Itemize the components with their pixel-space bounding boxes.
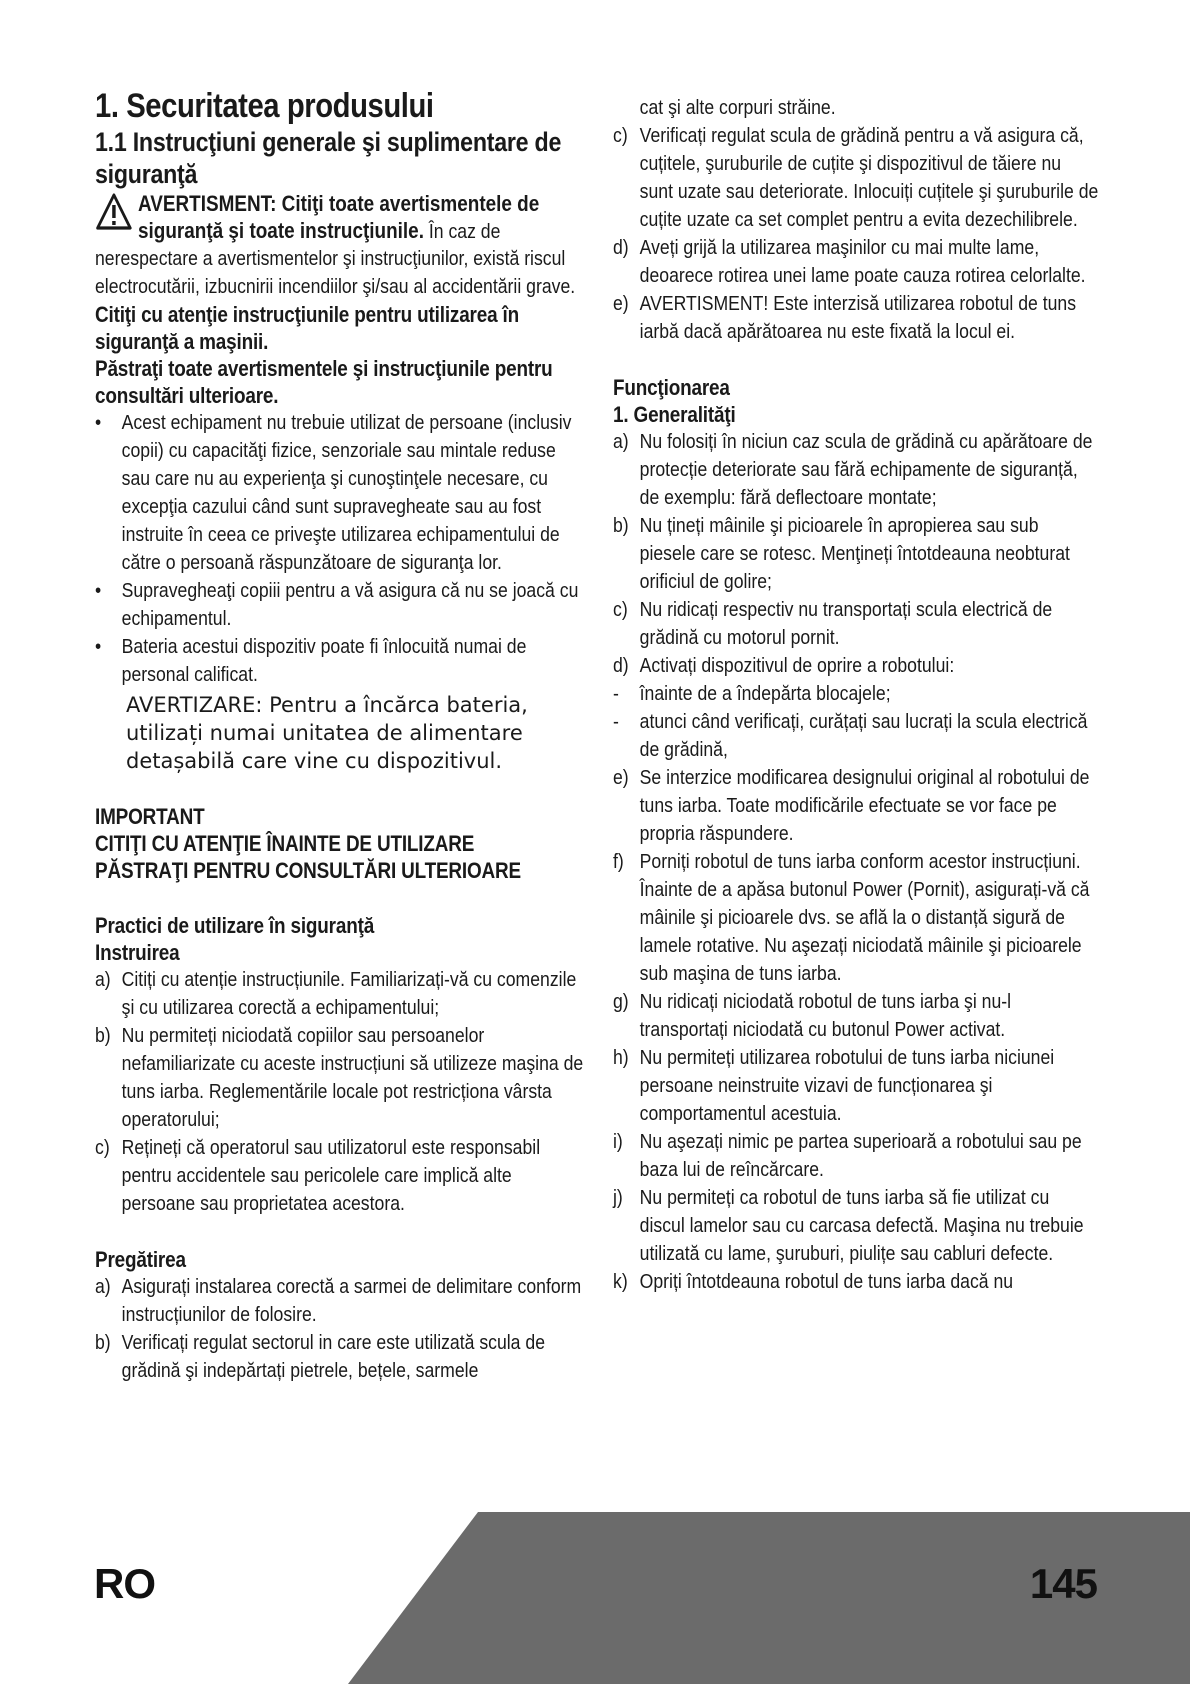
preparation-list-continued: [613, 122, 1099, 346]
warning-bold-text: AVERTISMENT: Citiţi toate avertismentele de siguranţă şi toate instrucţiunile.: [138, 191, 540, 243]
item-marker: e): [613, 292, 629, 315]
warning-tail-text: În caz de: [423, 220, 501, 243]
battery-warning: AVERTIZARE: Pentru a încărca bateria, utilizați numai unitatea de alimentare detașabilă care vine cu dispozitivul.: [126, 693, 528, 773]
list-item: [95, 633, 584, 689]
item-text: Nu permiteți utilizarea robotului de tuns iarba niciunei persoane neinstruite vizavi de funcționarea şi comportamentul acestuia.: [639, 1046, 1055, 1125]
item-marker: i): [613, 1130, 623, 1153]
item-text: Nu ridicați niciodată robotul de tuns iarba şi nu-l transportați niciodată cu butonul Power activat.: [639, 990, 1012, 1041]
list-item: [95, 409, 584, 577]
list-item: [613, 290, 1099, 346]
item-marker: d): [613, 654, 629, 677]
item-marker: d): [613, 236, 629, 259]
item-text: Nu aşezați nimic pe partea superioară a robotului sau pe baza lui de reîncărcare.: [639, 1130, 1082, 1181]
bullet-marker: •: [95, 579, 102, 602]
item-text: înainte de a îndepărta blocajele;: [639, 682, 891, 705]
item-text: Nu permiteți ca robotul de tuns iarba să fie utilizat cu discul lamelor sau cu carcasa defectă. Maşina nu trebuie utilizată cu lame, şuruburi, piulițe sau cabluri defecte.: [639, 1186, 1084, 1265]
item-marker: a): [95, 1275, 111, 1298]
list-item: [95, 1329, 584, 1385]
right-column-text: [613, 94, 1099, 1296]
list-item: [613, 122, 1099, 234]
continued-text: cat şi alte corpuri străine.: [639, 96, 836, 119]
important-keep-heading: PĂSTRAŢI PENTRU CONSULTĂRI ULTERIOARE: [95, 858, 521, 883]
list-item: [95, 577, 584, 633]
operation-list: [613, 428, 1099, 1296]
page-number: 145: [1029, 1560, 1097, 1607]
operation-heading: Funcţionarea: [613, 375, 730, 400]
list-item: [613, 680, 1099, 708]
item-text: Asigurați instalarea corectă a sarmei de delimitare conform instrucțiunilor de folosire.: [121, 1275, 582, 1326]
footer-band: [0, 1512, 1190, 1684]
item-marker: f): [613, 850, 624, 873]
safety-bullet-list: [95, 409, 584, 689]
item-marker: c): [613, 124, 628, 147]
item-text: Nu permiteți niciodată copiilor sau persoanelor nefamiliarizate cu aceste instrucțiuni să utilizeze maşina de tuns iarba. Reglementările locale pot restricționa vârsta operatorului;: [121, 1024, 584, 1131]
list-item: [95, 1022, 584, 1134]
language-code: RO: [94, 1560, 155, 1607]
item-text: atunci când verificați, curățați sau lucrați la scula electrică de grădină,: [639, 710, 1088, 761]
warning-text: [138, 190, 584, 245]
list-item: [613, 512, 1099, 596]
list-item: [613, 652, 1099, 680]
left-column: [95, 86, 585, 1385]
read-carefully-heading: Citiţi cu atenţie instrucţiunile pentru utilizarea în siguranţă a maşinii.: [95, 302, 519, 354]
keep-all-heading: Păstraţi toate avertismentele şi instrucţiunile pentru consultări ulterioare.: [95, 356, 553, 408]
item-text: Verificați regulat sectorul in care este utilizată scula de grădină şi indepărtați pietrele, bețele, sarmele: [121, 1331, 546, 1382]
warning-block: [95, 190, 584, 245]
item-text: Aveți grijă la utilizarea maşinilor cu mai multe lame, deoarece rotirea unei lame poate cauza rotirea celorlalte.: [639, 236, 1086, 287]
item-marker: h): [613, 1046, 629, 1069]
bullet-marker: •: [95, 411, 102, 434]
item-text: Verificați regulat scula de grădină pentru a vă asigura că, cuțitele, şuruburile de cuțite şi dispozitivul de tăiere nu sunt uzate sau deteriorate. Inlocuiți cuțitele şi şuruburile de cuțite uzate ca set complet pentru a evita dezechilibrele.: [639, 124, 1099, 231]
preparation-heading: Pregătirea: [95, 1247, 186, 1272]
item-marker: j): [613, 1186, 623, 1209]
training-list: [95, 966, 584, 1218]
item-marker: -: [613, 710, 619, 733]
item-marker: g): [613, 990, 629, 1013]
list-item: [95, 1273, 584, 1329]
item-marker: b): [95, 1024, 111, 1047]
warning-rest-text: nerespectare a avertismentelor şi instrucţiunilor, există riscul electrocutării, izbucnirii incendiilor şi/sau al accidentării grave.: [95, 247, 576, 298]
list-item: [613, 1268, 1099, 1296]
important-read-heading: CITIŢI CU ATENŢIE ÎNAINTE DE UTILIZARE: [95, 831, 475, 856]
left-column-text-2: [95, 775, 584, 1385]
item-text: Activați dispozitivul de oprire a robotului:: [639, 654, 955, 677]
item-text: Nu ridicați respectiv nu transportați scula electrică de grădină cu motorul pornit.: [639, 598, 1053, 649]
item-text: Rețineți că operatorul sau utilizatorul este responsabil pentru accidentele sau pericolele care implică alte persoane sau proprietatea acestora.: [121, 1136, 541, 1215]
list-item: [613, 596, 1099, 652]
right-column: [613, 94, 1100, 1296]
bullet-marker: •: [95, 635, 102, 658]
item-text: Se interzice modificarea designului original al robotului de tuns iarba. Toate modificările efectuate se vor face pe propria răspundere.: [639, 766, 1090, 845]
bullet-text: Supravegheaţi copiii pentru a vă asigura că nu se joacă cu echipamentul.: [121, 579, 579, 630]
item-marker: k): [613, 1270, 628, 1293]
item-marker: e): [613, 766, 629, 789]
warning-triangle-icon: [95, 192, 133, 232]
general-heading: 1. Generalităţi: [613, 402, 736, 427]
bullet-text: Acest echipament nu trebuie utilizat de persoane (inclusiv copii) cu capacităţi fizice, senzoriale sau mintale reduse sau care nu au experienţa şi cunoştinţele necesare, cu excepţia cazului când sunt supravegheate sau au fost instruite în ceea ce priveşte utilizarea echipamentului de către o persoană răspunzătoare de siguranţa lor.: [121, 411, 572, 574]
training-heading: Instruirea: [95, 940, 180, 965]
left-column-text: [95, 86, 584, 689]
list-item: [95, 1134, 584, 1218]
item-marker: c): [613, 598, 628, 621]
important-heading: IMPORTANT: [95, 804, 205, 829]
bullet-text: Bateria acestui dispozitiv poate fi înlocuită numai de personal calificat.: [121, 635, 527, 686]
item-text: Opriți întotdeauna robotul de tuns iarba dacă nu: [639, 1270, 1014, 1293]
item-marker: a): [95, 968, 111, 991]
list-item: [613, 1128, 1099, 1184]
list-item: [613, 428, 1099, 512]
item-text: Nu folosiți în niciun caz scula de grădină cu apărătoare de protecție deteriorate sau fără echipamente de siguranță, de exemplu: fără deflectoare montate;: [639, 430, 1093, 509]
list-item: [613, 708, 1099, 764]
list-item: [613, 234, 1099, 290]
preparation-list: [95, 1273, 584, 1385]
item-text: Citiți cu atenție instrucțiunile. Familiarizați-vă cu comenzile şi cu utilizarea corectă a echipamentului;: [121, 968, 577, 1019]
list-item: [613, 848, 1099, 988]
list-item: [95, 966, 584, 1022]
item-marker: a): [613, 430, 629, 453]
section-subtitle: 1.1 Instrucţiuni generale şi suplimentare de siguranţă: [95, 127, 562, 189]
list-item: [613, 1044, 1099, 1128]
list-item: [613, 764, 1099, 848]
list-item: [613, 1184, 1099, 1268]
item-text: AVERTISMENT! Este interzisă utilizarea robotul de tuns iarbă dacă apărătoarea nu este fixată la locul ei.: [639, 292, 1077, 343]
item-marker: c): [95, 1136, 110, 1159]
safe-practice-heading: Practici de utilizare în siguranţă: [95, 913, 375, 938]
item-text: Nu țineți mâinile şi picioarele în apropierea sau sub piesele care se rotesc. Menţineți întotdeauna neobturat orificiul de golire;: [639, 514, 1070, 593]
list-item: [613, 988, 1099, 1044]
item-marker: b): [95, 1331, 111, 1354]
item-marker: b): [613, 514, 629, 537]
item-marker: -: [613, 682, 619, 705]
item-text: Porniți robotul de tuns iarba conform acestor instrucțiuni. Înainte de a apăsa butonul Power (Pornit), asigurați-vă că mâinile şi picioarele dvs. se află la o distanță sigură de lamele rotative. Nu aşezați niciodată mâinile şi picioarele sub maşina de tuns iarba.: [639, 850, 1090, 985]
page-title: 1. Securitatea produsului: [95, 87, 434, 125]
